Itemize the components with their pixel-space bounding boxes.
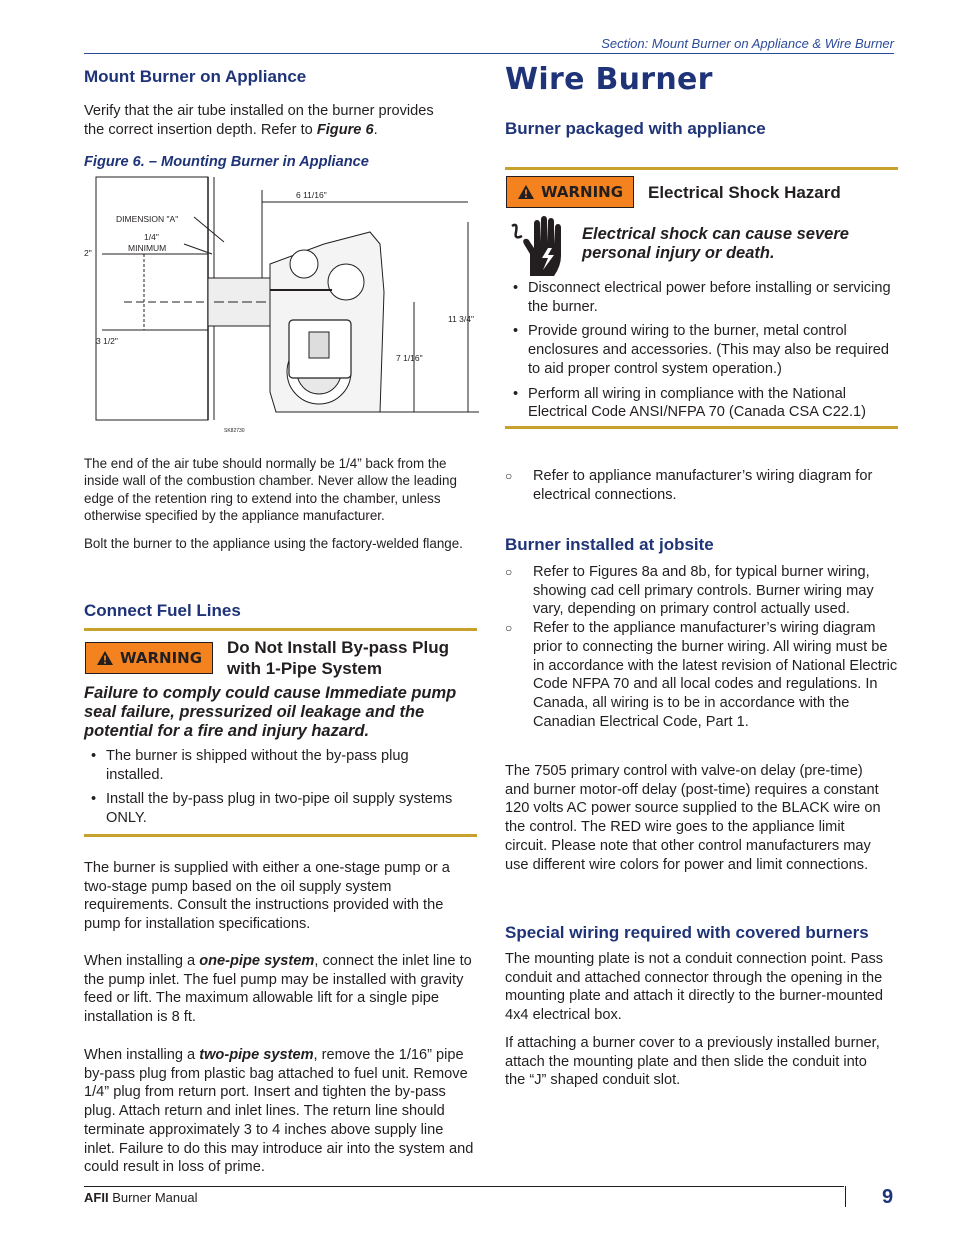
footer-manual: AFII Burner Manual: [84, 1190, 198, 1205]
figure-code: SK82730: [224, 428, 245, 434]
one-pipe-para: When installing a one-pipe system, connect the inlet line to the pump inlet. The fuel pump may be installed with gravity feed or lift. The maximum allowable lift for a single pipe installation is 8 ft.: [84, 953, 472, 1026]
figure-ref: Figure 6: [316, 121, 374, 138]
footer-divider: [845, 1186, 846, 1207]
shock-warning-badge: WARNING: [506, 176, 634, 208]
page-number: 9: [882, 1186, 894, 1208]
refer-list: [505, 467, 898, 504]
pump-para: The burner is supplied with either a one-stage pump or a two-stage pump based on the oil supply system requirements. Consult the instructions provided with the pump for installation specifications.: [84, 860, 450, 933]
fuel-warning-rule-bottom: [84, 834, 477, 837]
warning-triangle-icon: [517, 184, 535, 200]
list-item: • Disconnect electrical power before installing or servicing the burner.: [506, 279, 898, 316]
list-item: • Provide ground wiring to the burner, metal control enclosures and accessories. (This may also be required to aid proper control system operation.): [506, 322, 898, 378]
list-item: • Install the by-pass plug in two-pipe oil supply systems ONLY.: [84, 790, 464, 827]
mount-title: Mount Burner on Appliance: [84, 67, 307, 86]
list-item: • The burner is shipped without the by-pass plug installed.: [84, 747, 464, 784]
fuel-warning-rule-top: [84, 628, 477, 631]
list-item: ○ Refer to appliance manufacturer’s wiring diagram for electrical connections.: [505, 467, 898, 504]
header-rule: [84, 53, 894, 54]
jobsite-title: Burner installed at jobsite: [505, 535, 714, 554]
label-three-half: 3 1/2": [96, 336, 118, 346]
list-item: ○ Refer to Figures 8a and 8b, for typical burner wiring, showing cad cell primary controls. Burner wiring may vary, depending on primary control actually used.: [505, 563, 898, 619]
label-quarter: 1/4": [144, 232, 159, 242]
bolt-para: Bolt the burner to the appliance using the factory-welded flange.: [84, 536, 463, 551]
label-seven: 7 1/16": [396, 353, 423, 363]
shock-warning-title: Electrical Shock Hazard: [648, 183, 841, 202]
mounting-burner-figure: [84, 172, 494, 442]
mount-para: Verify that the air tube installed on the burner provides the correct insertion depth. Refer to Figure 6.: [84, 103, 434, 138]
label-six: 6 11/16": [296, 190, 327, 200]
fuel-title: Connect Fuel Lines: [84, 601, 241, 620]
control-para: The 7505 primary control with valve-on delay (pre-time) and burner motor-off delay (post-time) requires a constant 120 volts AC power source supplied to the BLACK wire on the control. The RED wire goes to the appliance limit circuit. Please note that other control manufacturers may use different wire colors for power and limit connections.: [505, 763, 881, 873]
special-para-2: If attaching a burner cover to a previously installed burner, attach the mounting plate and then slide the conduit into the “J” shaped conduit slot.: [505, 1035, 880, 1089]
special-para-1: The mounting plate is not a conduit connection point. Pass conduit and attached connector through the opening in the mounting plate and attach it directly to the burner-mounted 4x4 electrical box.: [505, 951, 884, 1024]
label-two: 2": [84, 248, 92, 258]
figure-caption: Figure 6. – Mounting Burner in Appliance: [84, 154, 369, 170]
fuel-warning-title: Do Not Install By-pass Plug with 1-Pipe System: [227, 638, 449, 678]
special-title: Special wiring required with covered burners: [505, 923, 869, 942]
list-item: • Perform all wiring in compliance with the National Electrical Code ANSI/NFPA 70 (Canada CSA C22.1): [506, 385, 898, 422]
fuel-warning-badge: WARNING: [85, 642, 213, 674]
packaged-title: Burner packaged with appliance: [505, 119, 766, 138]
shock-warning-rule-top: [505, 167, 898, 170]
section-header: Section: Mount Burner on Appliance & Wire Burner: [601, 36, 894, 51]
list-item: ○ Refer to the appliance manufacturer’s wiring diagram prior to connecting the burner wiring. All wiring must be in accordance with the latest revision of National Electric Code NFPA 70 and all local codes and regulations. In Canada, all wiring is to be in accordance with the Canadian Electrical Code, Part 1.: [505, 619, 898, 731]
electric-shock-hand-icon: [508, 214, 566, 278]
two-pipe-para: When installing a two-pipe system, remove the 1/16” pipe by-pass plug from plastic bag attached to fuel unit. Remove 1/4” plug from return port. Insert and tighten the by-pass plug. Attach return and inlet lines. The return line should terminate approximately 3 to 4 inches above supply line inlet. Failure to do this may introduce air into the system and could result in loss of prime.: [84, 1047, 474, 1176]
fuel-bullet-list: [84, 747, 464, 834]
footer-rule: [84, 1186, 844, 1187]
warning-triangle-icon: [96, 650, 114, 666]
air-tube-para: The end of the air tube should normally be 1/4” back from the inside wall of the combustion chamber. Never allow the leading edge of the retention ring to extend into the chamber, unless otherwise specified by the appliance manufacturer.: [84, 456, 457, 524]
label-eleven: 11 3/4": [448, 314, 475, 324]
shock-bullet-list: [506, 279, 898, 428]
label-dimension-a: DIMENSION "A": [116, 214, 179, 224]
shock-warning-rule-bottom: [505, 426, 898, 429]
shock-warning-italic: Electrical shock can cause severe personal injury or death.: [582, 225, 849, 262]
jobsite-list: [505, 563, 898, 731]
page-title: Wire Burner: [505, 62, 713, 97]
label-minimum: MINIMUM: [128, 243, 167, 253]
fuel-warning-italic: Failure to comply could cause Immediate pump seal failure, pressurized oil leakage and the potential for a fire and injury hazard.: [84, 684, 457, 740]
